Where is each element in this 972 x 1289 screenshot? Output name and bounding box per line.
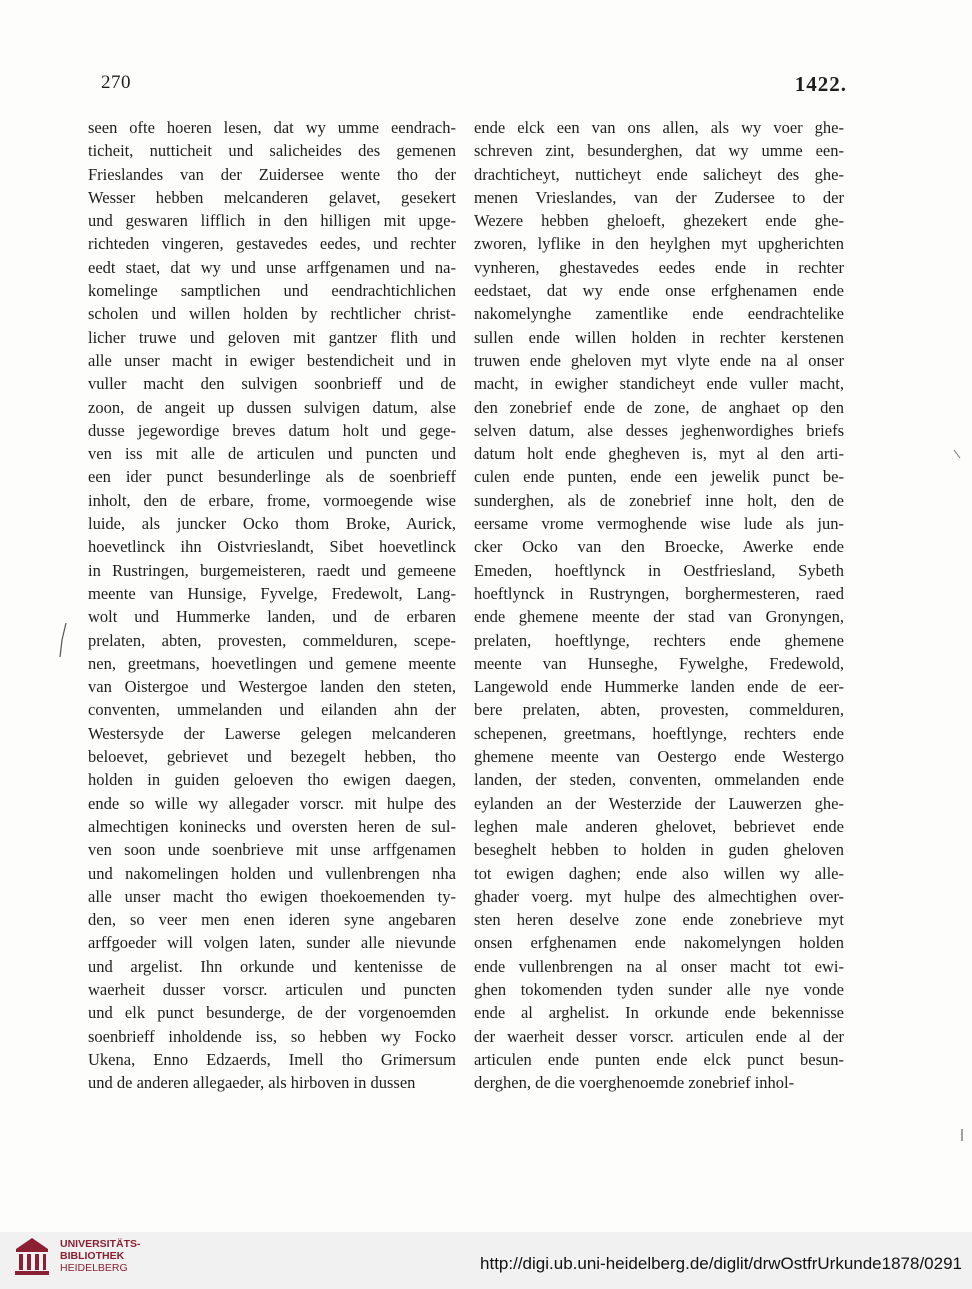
text-line: Emeden, hoeftlynck in Oestfriesland, Sybeth: [474, 560, 844, 580]
text-line: zoon, de angeit up dussen sulvigen datum, alse: [88, 397, 456, 417]
text-line: tot ewigen daghen; ende also willen wy alle-: [474, 863, 844, 883]
text-line: seen ofte hoeren lesen, dat wy umme eendrach-: [88, 118, 456, 137]
text-line: richteden vingeren, gestavedes eedes, und rechter: [88, 234, 456, 254]
text-line: selven datum, alse desses jeghenwordighes briefs: [474, 420, 844, 440]
text-line: alle unser macht tho ewigen thoekoemenden ty-: [88, 886, 456, 906]
heidelberg-university-library-logo-icon: [10, 1235, 54, 1279]
text-line: den, so veer men enen ideren syne angebaren: [88, 910, 456, 930]
text-line: eedt staet, dat wy und unse arffgenamen und na-: [88, 257, 456, 277]
text-line: sten heren deselve zone ende zonebrieve myt: [474, 910, 844, 930]
margin-stroke-mark: [953, 449, 961, 459]
text-line: ghemene meente van Oestergo ende Westergo: [474, 747, 844, 767]
text-line: zworen, lyflike in den heylghen myt upgherichten: [474, 234, 844, 254]
text-line: soenbrieff inholdende iss, so hebben wy Focko: [88, 1026, 456, 1046]
text-line: ghader voerg. myt hulpe des almechtighen over-: [474, 886, 844, 906]
text-line: und geswaren lifflich in den hilligen mit upge-: [88, 211, 456, 231]
text-line: schreven zint, besunderghen, dat wy umme een-: [474, 141, 844, 161]
text-line: der waerheit desser vorscr. articulen ende al der: [474, 1026, 844, 1046]
text-line: ven soon unde soenbrieve mit unse arffgenamen: [88, 840, 456, 860]
text-line: truwen ende gheloven myt vlyte ende na al onser: [474, 350, 844, 370]
text-line: ende ghemene meente der stad van Gronyngen,: [474, 607, 844, 627]
text-line: komelinge samptlichen und eendrachtichlichen: [88, 281, 456, 301]
text-line: wolt und Hummerke landen, und de erbaren: [88, 607, 456, 627]
text-line: prelaten, hoeftlynge, rechters ende ghemene: [474, 630, 844, 650]
margin-tick-mark: [959, 1128, 965, 1142]
library-name: [60, 1238, 180, 1274]
text-line: Ukena, Enno Edzaerds, Imell tho Grimersum: [88, 1049, 456, 1069]
right-text-column: [474, 116, 844, 1094]
text-line: ende elck een van ons allen, als wy voer ghe-: [474, 118, 844, 137]
text-line: menen Vrieslandes, van der Zudersee to der: [474, 187, 844, 207]
text-line: eedstaet, dat wy ende onse erfghenamen ende: [474, 281, 844, 301]
text-line: inholt, den de erbare, frome, vormoegende wise: [88, 490, 456, 510]
year-heading: 1422.: [794, 72, 847, 96]
text-line: prelaten, abten, provesten, commelduren, scepe-: [88, 630, 456, 650]
text-line: holden in guiden geloeven tho ewigen daegen,: [88, 770, 456, 790]
text-line: ende so wille wy allegader vorscr. mit hulpe des: [88, 793, 456, 813]
text-line: articulen ende punten ende elck punct besun-: [474, 1049, 844, 1069]
text-line: den zonebrief ende de zone, de anghaet op den: [474, 397, 844, 417]
text-line: Westersyde der Lawerse gelegen melcanderen: [88, 723, 456, 743]
text-line: onsen erfghenamen ende nakomelyngen holden: [474, 933, 844, 953]
text-line: datum holt ende ghegheven is, myt al den arti-: [474, 444, 844, 464]
text-line: eylanden an der Westerzide der Lauwerzen ghe-: [474, 793, 844, 813]
text-line: hoeftlynck in Rustryngen, borghermesteren, raed: [474, 583, 844, 603]
text-line: vynheren, ghestavedes eedes ende in rechter: [474, 257, 844, 277]
text-line: alle unser macht in ewiger bestendicheit und in: [88, 350, 456, 370]
text-line: und argelist. Ihn orkunde und kentenisse de: [88, 956, 456, 976]
text-line: conventen, ummelanden und eilanden ahn der: [88, 700, 456, 720]
text-line: ende vullenbrengen na al onser macht tot ewi-: [474, 956, 844, 976]
text-line: een ider punct besunderlinge als de soenbrieff: [88, 467, 456, 487]
text-line: in Rustringen, burgemeisteren, raedt und gemeene: [88, 560, 456, 580]
source-url-link[interactable]: http://digi.ub.uni-heidelberg.de/diglit/drwOstfrUrkunde1878/0291: [480, 1254, 962, 1273]
text-line: scholen und willen holden by rechtlicher christ-: [88, 304, 456, 324]
text-line: Wesser hebben melcanderen gelavet, gesekert: [88, 187, 456, 207]
text-line: ven iss mit alle de articulen und puncten und: [88, 444, 456, 464]
text-line: van Oistergoe und Westergoe landen den steten,: [88, 677, 456, 697]
text-line: landen, der steden, conventen, ommelanden ende: [474, 770, 844, 790]
text-line: sullen ende willen holden in rechter kerstenen: [474, 327, 844, 347]
text-line: und nakomelingen holden und vullenbrengen nha: [88, 863, 456, 883]
text-line: Frieslandes van der Zuidersee wente tho der: [88, 164, 456, 184]
text-line: vuller macht den sulvigen soonbrieff und de: [88, 374, 456, 394]
text-line: waerheit dusser vorscr. articulen und puncten: [88, 979, 456, 999]
text-line: meente van Hunseghe, Fywelghe, Fredewold,: [474, 653, 844, 673]
text-line: hoevetlinck ihn Oistvrieslandt, Sibet hoevetlinck: [88, 537, 456, 557]
text-line: cker Ocko van den Broecke, Awerke ende: [474, 537, 844, 557]
text-line: nakomelynghe zamentlike ende eendrachtelike: [474, 304, 844, 324]
text-line: eersame vrome vermoghende wise lude als jun-: [474, 514, 844, 534]
text-line: ende al arghelist. In orkunde ende bekennisse: [474, 1003, 844, 1023]
text-line: und elk punct besunderge, de der vorgenoemden: [88, 1003, 456, 1023]
text-line: leghen male anderen ghelovet, bebrievet ende: [474, 816, 844, 836]
text-line: und de anderen allegaeder, als hirboven in dussen: [88, 1073, 416, 1093]
text-line: meente van Hunsige, Fyvelge, Fredewolt, Lang-: [88, 583, 456, 603]
text-line: beseghelt hebben to holden in guden gheloven: [474, 840, 844, 860]
text-line: arffgoeder will volgen laten, sunder alle nievunde: [88, 933, 456, 953]
text-line: nen, greetmans, hoevetlingen und gemene meente: [88, 653, 456, 673]
text-line: sunderghen, als de zonebrief inne holt, den de: [474, 490, 844, 510]
left-text-column: [88, 116, 456, 1094]
text-line: luide, als juncker Ocko thom Broke, Aurick,: [88, 514, 456, 534]
text-line: derghen, de die voerghenoemde zonebrief inhol-: [474, 1073, 795, 1093]
text-line: macht, in ewigher standicheyt ende vuller macht,: [474, 374, 844, 394]
text-line: beloevet, gebrievet und bezegelt hebben, tho: [88, 747, 456, 767]
text-line: Wezere hebben gheloeft, ghezekert ende ghe-: [474, 211, 844, 231]
library-name-line3: HEIDELBERG: [60, 1262, 128, 1274]
text-line: bere prelaten, abten, provesten, commelduren,: [474, 700, 844, 720]
text-line: dusse jegewordige breves datum holt und gege-: [88, 420, 456, 440]
text-line: ghen tokomenden tyden sunder alle nye vonde: [474, 979, 844, 999]
library-name-line1: UNIVERSITÄTS-: [60, 1238, 141, 1250]
text-line: drachticheyt, nutticheyt ende salicheyt des ghe-: [474, 164, 844, 184]
text-line: almechtigen koninecks und oversten heren de sul-: [88, 816, 456, 836]
text-line: Langewold ende Hummerke landen ende de eer-: [474, 677, 844, 697]
text-line: licher truwe und geloven mit gantzer flith und: [88, 327, 456, 347]
margin-pencil-mark: [57, 622, 69, 658]
text-line: ticheit, nutticheit und salicheides des gemenen: [88, 141, 456, 161]
text-line: schepenen, greetmans, hoeftlynge, rechters ende: [474, 723, 844, 743]
library-name-line2: BIBLIOTHEK: [60, 1250, 125, 1262]
text-line: culen ende punten, ende een jewelik punct be-: [474, 467, 844, 487]
page-number: 270: [101, 72, 131, 93]
